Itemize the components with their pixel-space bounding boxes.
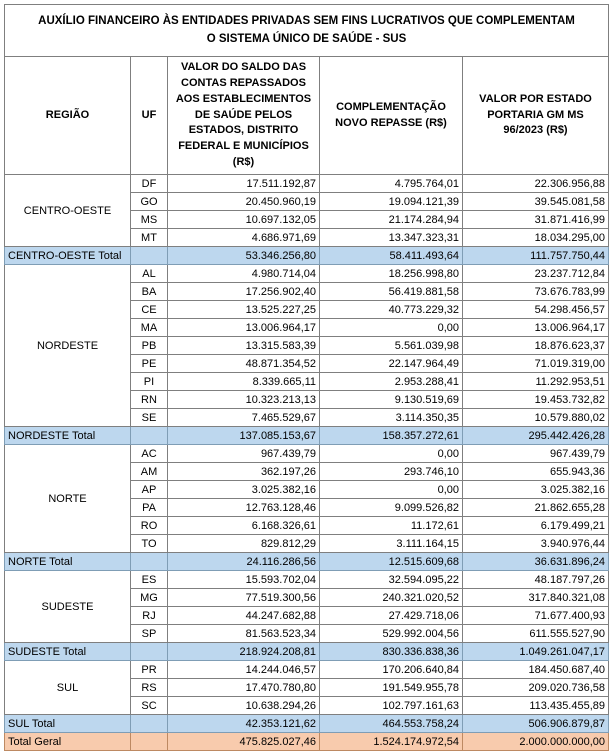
saldo-value-cell: 17.511.192,87 — [168, 175, 320, 193]
title-line-2: O SISTEMA ÚNICO DE SAÚDE - SUS — [206, 32, 407, 45]
saldo-value-cell: 4.686.971,69 — [168, 229, 320, 247]
region-total-label-cell: CENTRO-OESTE Total — [5, 247, 131, 265]
uf-cell: RJ — [131, 607, 168, 625]
uf-cell: MT — [131, 229, 168, 247]
novo-repasse-value-cell: 22.147.964,49 — [320, 355, 463, 373]
title-row — [5, 5, 609, 57]
valor-estado-value-cell: 113.435.455,89 — [463, 697, 609, 715]
novo-repasse-value-cell: 293.746,10 — [320, 463, 463, 481]
uf-cell: SE — [131, 409, 168, 427]
region-total-saldo-cell: 53.346.256,80 — [168, 247, 320, 265]
region-total-uf-cell — [131, 553, 168, 571]
novo-repasse-value-cell: 3.114.350,35 — [320, 409, 463, 427]
state-row — [5, 265, 609, 283]
novo-repasse-value-cell: 9.130.519,69 — [320, 391, 463, 409]
novo-repasse-value-cell: 9.099.526,82 — [320, 499, 463, 517]
uf-cell: MS — [131, 211, 168, 229]
column-header-regiao: REGIÃO — [5, 57, 131, 175]
novo-repasse-value-cell: 11.172,61 — [320, 517, 463, 535]
valor-estado-value-cell: 39.545.081,58 — [463, 193, 609, 211]
uf-cell: DF — [131, 175, 168, 193]
uf-cell: SP — [131, 625, 168, 643]
column-header-novo-repasse: COMPLEMENTAÇÃO NOVO REPASSE (R$) — [320, 57, 463, 175]
novo-repasse-value-cell: 2.953.288,41 — [320, 373, 463, 391]
valor-estado-value-cell: 71.019.319,00 — [463, 355, 609, 373]
valor-estado-value-cell: 3.940.976,44 — [463, 535, 609, 553]
novo-repasse-value-cell: 3.111.164,15 — [320, 535, 463, 553]
valor-estado-value-cell: 13.006.964,17 — [463, 319, 609, 337]
grand-total-uf-cell — [131, 733, 168, 751]
region-total-saldo-cell: 24.116.286,56 — [168, 553, 320, 571]
region-total-valor-estado-cell: 295.442.426,28 — [463, 427, 609, 445]
region-total-uf-cell — [131, 427, 168, 445]
region-total-novo-repasse-cell: 830.336.838,36 — [320, 643, 463, 661]
region-name-cell: SUL — [5, 661, 131, 715]
valor-estado-value-cell: 71.677.400,93 — [463, 607, 609, 625]
novo-repasse-value-cell: 18.256.998,80 — [320, 265, 463, 283]
uf-cell: SC — [131, 697, 168, 715]
saldo-value-cell: 13.315.583,39 — [168, 337, 320, 355]
valor-estado-value-cell: 317.840.321,08 — [463, 589, 609, 607]
uf-cell: PB — [131, 337, 168, 355]
region-total-row — [5, 715, 609, 733]
uf-cell: AL — [131, 265, 168, 283]
novo-repasse-value-cell: 27.429.718,06 — [320, 607, 463, 625]
valor-estado-value-cell: 54.298.456,57 — [463, 301, 609, 319]
valor-estado-value-cell: 655.943,36 — [463, 463, 609, 481]
region-total-saldo-cell: 42.353.121,62 — [168, 715, 320, 733]
novo-repasse-value-cell: 240.321.020,52 — [320, 589, 463, 607]
novo-repasse-value-cell: 32.594.095,22 — [320, 571, 463, 589]
table-body — [5, 175, 609, 751]
saldo-value-cell: 829.812,29 — [168, 535, 320, 553]
saldo-value-cell: 4.980.714,04 — [168, 265, 320, 283]
novo-repasse-value-cell: 529.992.004,56 — [320, 625, 463, 643]
grand-total-saldo-cell: 475.825.027,46 — [168, 733, 320, 751]
saldo-value-cell: 15.593.702,04 — [168, 571, 320, 589]
saldo-value-cell: 17.256.902,40 — [168, 283, 320, 301]
novo-repasse-value-cell: 170.206.640,84 — [320, 661, 463, 679]
region-total-saldo-cell: 137.085.153,67 — [168, 427, 320, 445]
region-total-uf-cell — [131, 247, 168, 265]
saldo-value-cell: 967.439,79 — [168, 445, 320, 463]
uf-cell: CE — [131, 301, 168, 319]
uf-cell: RN — [131, 391, 168, 409]
region-total-row — [5, 427, 609, 445]
column-header-uf: UF — [131, 57, 168, 175]
novo-repasse-value-cell: 5.561.039,98 — [320, 337, 463, 355]
saldo-value-cell: 7.465.529,67 — [168, 409, 320, 427]
region-total-label-cell: NORDESTE Total — [5, 427, 131, 445]
novo-repasse-value-cell: 13.347.323,31 — [320, 229, 463, 247]
saldo-value-cell: 10.697.132,05 — [168, 211, 320, 229]
saldo-value-cell: 13.006.964,17 — [168, 319, 320, 337]
valor-estado-value-cell: 18.034.295,00 — [463, 229, 609, 247]
novo-repasse-value-cell: 191.549.955,78 — [320, 679, 463, 697]
saldo-value-cell: 81.563.523,34 — [168, 625, 320, 643]
valor-estado-value-cell: 21.862.655,28 — [463, 499, 609, 517]
financial-table — [4, 4, 609, 751]
region-total-valor-estado-cell: 36.631.896,24 — [463, 553, 609, 571]
saldo-value-cell: 10.323.213,13 — [168, 391, 320, 409]
region-total-novo-repasse-cell: 12.515.609,68 — [320, 553, 463, 571]
novo-repasse-value-cell: 0,00 — [320, 445, 463, 463]
grand-total-label-cell: Total Geral — [5, 733, 131, 751]
uf-cell: AP — [131, 481, 168, 499]
region-name-cell: SUDESTE — [5, 571, 131, 643]
region-total-saldo-cell: 218.924.208,81 — [168, 643, 320, 661]
valor-estado-value-cell: 967.439,79 — [463, 445, 609, 463]
valor-estado-value-cell: 18.876.623,37 — [463, 337, 609, 355]
novo-repasse-value-cell: 102.797.161,63 — [320, 697, 463, 715]
uf-cell: PE — [131, 355, 168, 373]
valor-estado-value-cell: 23.237.712,84 — [463, 265, 609, 283]
uf-cell: RO — [131, 517, 168, 535]
title-line-1: AUXÍLIO FINANCEIRO ÀS ENTIDADES PRIVADAS SEM FINS LUCRATIVOS QUE COMPLEMENTAM — [38, 14, 575, 27]
novo-repasse-value-cell: 21.174.284,94 — [320, 211, 463, 229]
novo-repasse-value-cell: 19.094.121,39 — [320, 193, 463, 211]
saldo-value-cell: 13.525.227,25 — [168, 301, 320, 319]
uf-cell: AC — [131, 445, 168, 463]
saldo-value-cell: 6.168.326,61 — [168, 517, 320, 535]
region-name-cell: NORDESTE — [5, 265, 131, 427]
region-total-row — [5, 553, 609, 571]
region-total-uf-cell — [131, 643, 168, 661]
valor-estado-value-cell: 10.579.880,02 — [463, 409, 609, 427]
valor-estado-value-cell: 611.555.527,90 — [463, 625, 609, 643]
uf-cell: PA — [131, 499, 168, 517]
novo-repasse-value-cell: 40.773.229,32 — [320, 301, 463, 319]
region-total-valor-estado-cell: 1.049.261.047,17 — [463, 643, 609, 661]
uf-cell: PR — [131, 661, 168, 679]
region-total-row — [5, 247, 609, 265]
valor-estado-value-cell: 11.292.953,51 — [463, 373, 609, 391]
state-row — [5, 175, 609, 193]
region-total-uf-cell — [131, 715, 168, 733]
novo-repasse-value-cell: 4.795.764,01 — [320, 175, 463, 193]
uf-cell: BA — [131, 283, 168, 301]
saldo-value-cell: 17.470.780,80 — [168, 679, 320, 697]
state-row — [5, 571, 609, 589]
novo-repasse-value-cell: 0,00 — [320, 481, 463, 499]
region-total-label-cell: NORTE Total — [5, 553, 131, 571]
region-total-novo-repasse-cell: 464.553.758,24 — [320, 715, 463, 733]
valor-estado-value-cell: 31.871.416,99 — [463, 211, 609, 229]
grand-total-novo-repasse-cell: 1.524.174.972,54 — [320, 733, 463, 751]
region-total-label-cell: SUL Total — [5, 715, 131, 733]
grand-total-valor-estado-cell: 2.000.000.000,00 — [463, 733, 609, 751]
valor-estado-value-cell: 184.450.687,40 — [463, 661, 609, 679]
saldo-value-cell: 20.450.960,19 — [168, 193, 320, 211]
saldo-value-cell: 77.519.300,56 — [168, 589, 320, 607]
region-name-cell: NORTE — [5, 445, 131, 553]
valor-estado-value-cell: 3.025.382,16 — [463, 481, 609, 499]
region-total-novo-repasse-cell: 58.411.493,64 — [320, 247, 463, 265]
novo-repasse-value-cell: 56.419.881,58 — [320, 283, 463, 301]
valor-estado-value-cell: 19.453.732,82 — [463, 391, 609, 409]
saldo-value-cell: 48.871.354,52 — [168, 355, 320, 373]
uf-cell: ES — [131, 571, 168, 589]
saldo-value-cell: 12.763.128,46 — [168, 499, 320, 517]
valor-estado-value-cell: 22.306.956,88 — [463, 175, 609, 193]
saldo-value-cell: 44.247.682,88 — [168, 607, 320, 625]
saldo-value-cell: 362.197,26 — [168, 463, 320, 481]
uf-cell: GO — [131, 193, 168, 211]
uf-cell: MG — [131, 589, 168, 607]
uf-cell: TO — [131, 535, 168, 553]
region-total-valor-estado-cell: 111.757.750,44 — [463, 247, 609, 265]
region-total-valor-estado-cell: 506.906.879,87 — [463, 715, 609, 733]
column-header-row — [5, 57, 609, 175]
region-name-cell: CENTRO-OESTE — [5, 175, 131, 247]
valor-estado-value-cell: 6.179.499,21 — [463, 517, 609, 535]
saldo-value-cell: 10.638.294,26 — [168, 697, 320, 715]
region-total-novo-repasse-cell: 158.357.272,61 — [320, 427, 463, 445]
uf-cell: PI — [131, 373, 168, 391]
saldo-value-cell: 8.339.665,11 — [168, 373, 320, 391]
region-total-row — [5, 643, 609, 661]
document-title — [5, 5, 609, 57]
valor-estado-value-cell: 48.187.797,26 — [463, 571, 609, 589]
novo-repasse-value-cell: 0,00 — [320, 319, 463, 337]
uf-cell: MA — [131, 319, 168, 337]
state-row — [5, 445, 609, 463]
column-header-saldo: VALOR DO SALDO DAS CONTAS REPASSADOS AOS ESTABLECIMENTOS DE SAÚDE PELOS ESTADOS, DISTRITO FEDERAL E MUNICÍPIOS (R$) — [168, 57, 320, 175]
grand-total-row — [5, 733, 609, 751]
state-row — [5, 661, 609, 679]
uf-cell: AM — [131, 463, 168, 481]
region-total-label-cell: SUDESTE Total — [5, 643, 131, 661]
saldo-value-cell: 3.025.382,16 — [168, 481, 320, 499]
column-header-valor-estado: VALOR POR ESTADO PORTARIA GM MS 96/2023 (R$) — [463, 57, 609, 175]
valor-estado-value-cell: 73.676.783,99 — [463, 283, 609, 301]
saldo-value-cell: 14.244.046,57 — [168, 661, 320, 679]
valor-estado-value-cell: 209.020.736,58 — [463, 679, 609, 697]
uf-cell: RS — [131, 679, 168, 697]
